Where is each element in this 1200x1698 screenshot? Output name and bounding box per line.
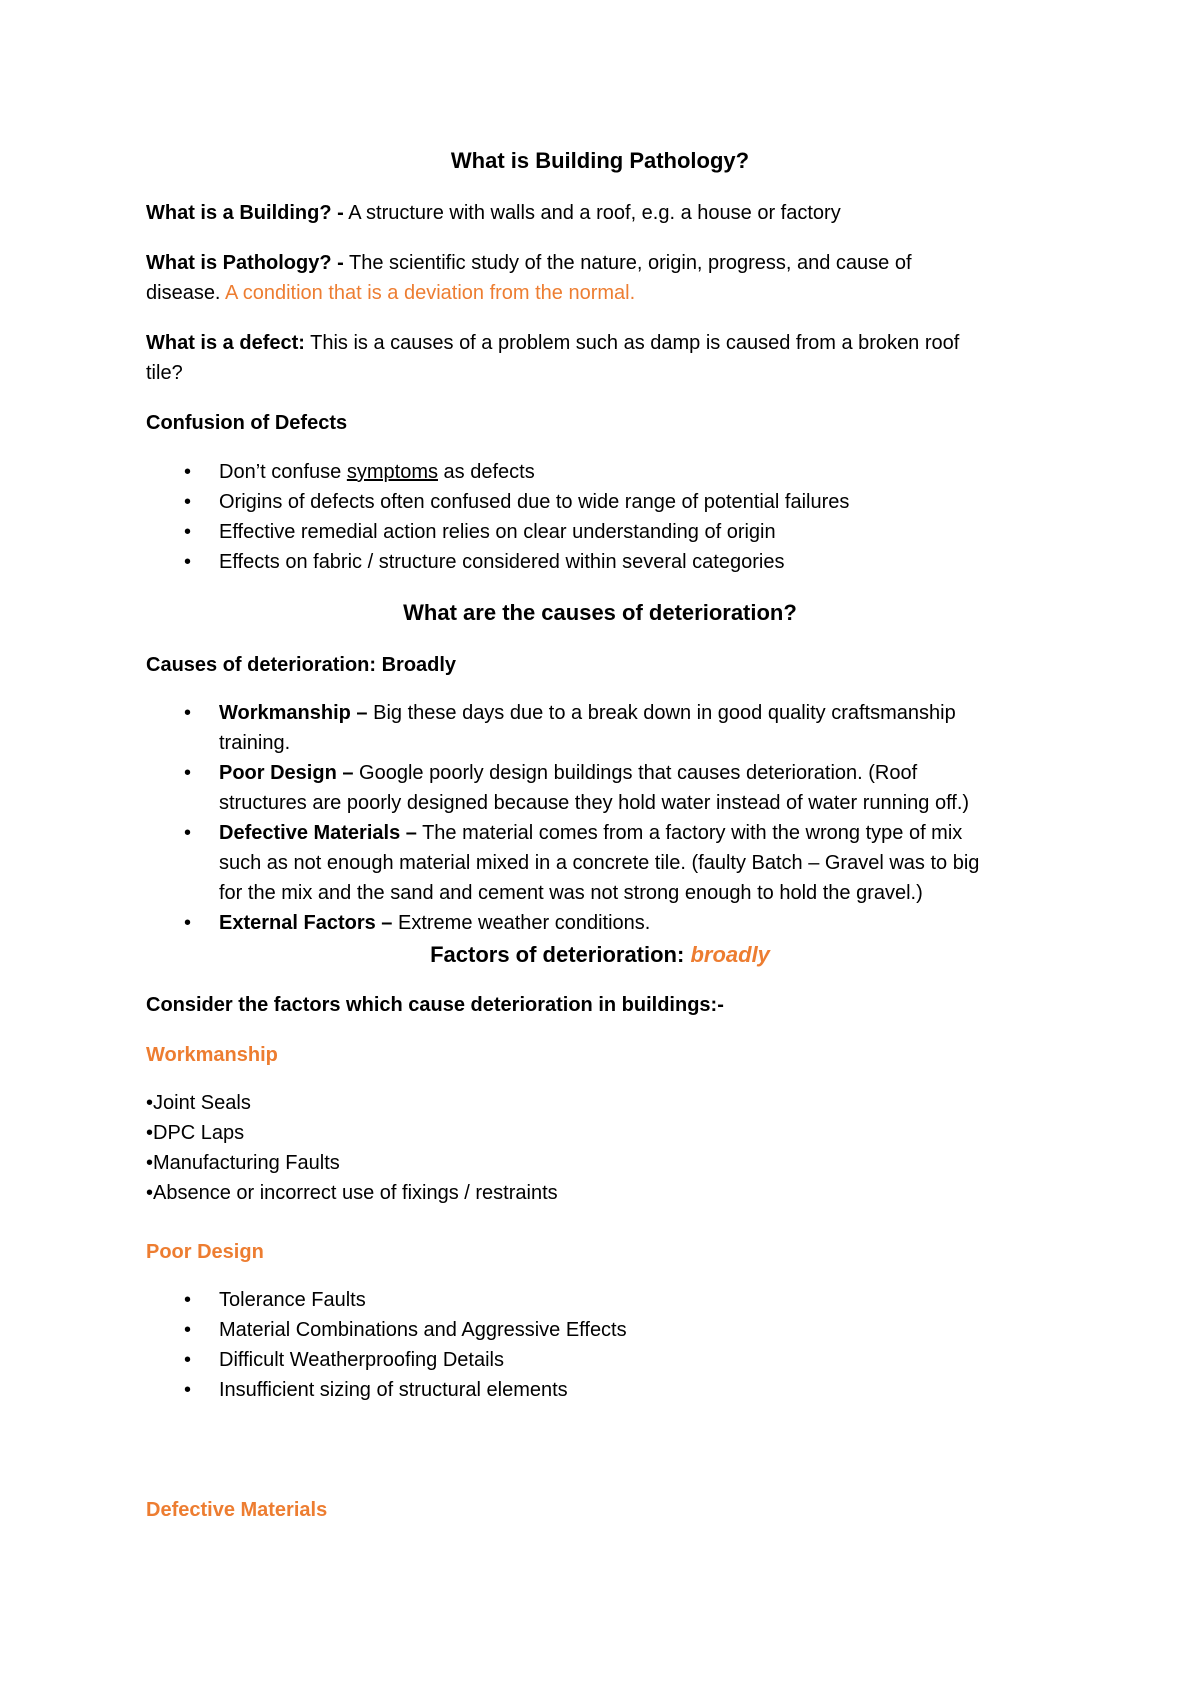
list-item: • Origins of defects often confused due to wide range of potential failures: [184, 487, 1084, 517]
causes-title: What are the causes of deterioration?: [403, 600, 797, 625]
bullet-icon: •: [184, 461, 192, 483]
bullet-icon: •: [184, 521, 192, 543]
poor-design-heading: Poor Design: [146, 1241, 264, 1263]
factors-title: Factors of deterioration: broadly: [430, 942, 770, 967]
pathology-definition-cont: [146, 278, 1066, 308]
bullet-icon: •: [184, 1379, 192, 1401]
confusion-heading: Confusion of Defects: [146, 412, 348, 434]
list-item: • Difficult Weatherproofing Details: [184, 1345, 1084, 1375]
building-definition: [146, 198, 1066, 228]
building-text: A structure with walls and a roof, e.g. a house or factory: [343, 202, 841, 224]
page-title: What is Building Pathology?: [450, 148, 750, 173]
pathology-label: What is Pathology? -: [146, 252, 344, 274]
factors-highlight: broadly: [690, 942, 770, 967]
pathology-highlight: A condition that is a deviation from the normal.: [224, 282, 636, 304]
list-item: • Don’t confuse symptoms as defects: [184, 457, 1084, 487]
list-item: • Poor Design – Google poorly design buildings that causes deterioration. (Roof structures are poorly designed because they hold water instead of water running off.): [184, 758, 1084, 818]
list-item: •DPC Laps: [146, 1122, 245, 1144]
defect-definition: [146, 328, 1066, 358]
list-item: • Effects on fabric / structure considered within several categories: [184, 547, 1084, 577]
bullet-icon: •: [184, 491, 192, 513]
list-item: • External Factors – Extreme weather conditions.: [184, 908, 1084, 938]
list-item: • Defective Materials – The material comes from a factory with the wrong type of mix such as not enough material mixed in a concrete tile. (faulty Batch – Gravel was to big for the mix and the sand and cement was not strong enough to hold the gravel.): [184, 818, 1084, 908]
defective-materials-heading: Defective Materials: [146, 1499, 328, 1521]
consider-heading: Consider the factors which cause deterioration in buildings:-: [146, 994, 724, 1016]
list-item: • Tolerance Faults: [184, 1285, 1084, 1315]
building-label: What is a Building? -: [146, 202, 344, 224]
list-item: • Material Combinations and Aggressive Effects: [184, 1315, 1084, 1345]
list-item: • Insufficient sizing of structural elements: [184, 1375, 1084, 1405]
list-item: •Absence or incorrect use of fixings / restraints: [146, 1182, 558, 1204]
bullet-icon: •: [184, 822, 192, 844]
workmanship-heading: Workmanship: [146, 1044, 278, 1066]
bullet-icon: •: [184, 551, 192, 573]
defect-label: What is a defect:: [146, 332, 305, 354]
list-item: • Effective remedial action relies on clear understanding of origin: [184, 517, 1084, 547]
bullet-icon: •: [184, 762, 192, 784]
bullet-icon: •: [184, 912, 192, 934]
list-item: •Joint Seals: [146, 1092, 251, 1114]
causes-heading: Causes of deterioration: Broadly: [146, 654, 457, 676]
bullet-icon: •: [184, 1349, 192, 1371]
list-item: • Workmanship – Big these days due to a break down in good quality craftsmanship training.: [184, 698, 1084, 758]
bullet-icon: •: [184, 1289, 192, 1311]
pathology-text-2: disease.: [146, 282, 221, 304]
bullet-icon: •: [184, 702, 192, 724]
pathology-definition: [146, 248, 1066, 278]
bullet-icon: •: [184, 1319, 192, 1341]
defect-text: This is a causes of a problem such as damp is caused from a broken roof: [304, 332, 960, 354]
defect-text-2: tile?: [146, 362, 183, 384]
pathology-text: The scientific study of the nature, origin, progress, and cause of: [343, 252, 912, 274]
defect-definition-cont: [146, 358, 1066, 388]
list-item: •Manufacturing Faults: [146, 1152, 340, 1174]
symptoms-underlined: symptoms: [346, 461, 438, 483]
